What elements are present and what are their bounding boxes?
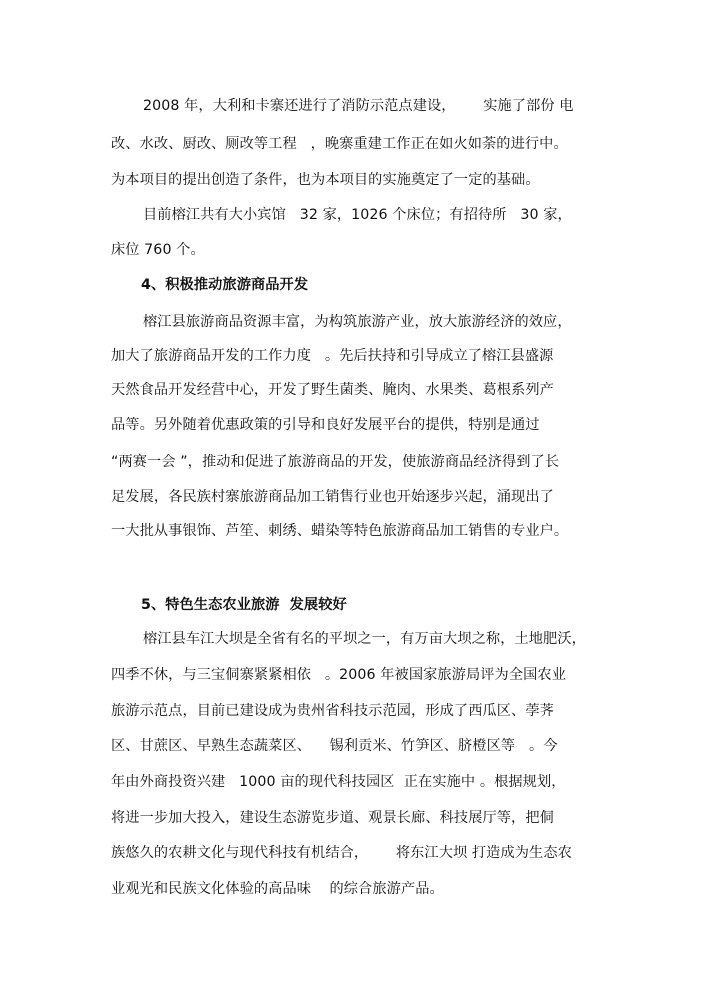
paragraph-line: 榕江县旅游商品资源丰富，为构筑旅游产业，放大旅游经济的效应，	[143, 314, 572, 330]
paragraph-line: 加大了旅游商品开发的工作力度 。先后扶持和引导成立了榕江县盛源	[111, 348, 554, 364]
paragraph-line: 旅游示范点，目前已建设成为贵州省科技示范园，形成了西瓜区、荸荠	[111, 703, 554, 719]
section-heading: 5、特色生态农业旅游 发展较好	[141, 597, 347, 613]
paragraph-line: 改、水改、厨改、厕改等工程 ，晚寨重建工作正在如火如荼的进行中。	[111, 136, 568, 152]
paragraph-line: 将进一步加大投入，建设生态游览步道、观景长廊、科技展厅等，把侗	[111, 810, 554, 826]
paragraph-line: 区、甘蔗区、早熟生态蔬菜区、 锡利贡米、竹笋区、脐橙区等 。今	[111, 738, 558, 754]
paragraph-line: 一大批从事银饰、芦笙、刺绣、蜡染等特色旅游商品加工销售的专业户。	[111, 523, 569, 539]
paragraph-line: 天然食品开发经营中心，开发了野生菌类、腌肉、水果类、葛根系列产	[111, 382, 554, 398]
paragraph-line: 四季不休，与三宝侗寨紧紧相依 。2006 年被国家旅游局评为全国农业	[111, 667, 566, 683]
paragraph-line: 族悠久的农耕文化与现代科技有机结合， 将东江大坝 打造成为生态农	[111, 845, 572, 861]
paragraph-line: 榕江县车江大坝是全省有名的平坝之一，有万亩大坝之称，土地肥沃，	[143, 631, 586, 647]
paragraph-line: 为本项目的提出创造了条件，也为本项目的实施奠定了一定的基础。	[111, 172, 540, 188]
paragraph-line: “两赛一会 ”，推动和促进了旅游商品的开发，使旅游商品经济得到了长	[111, 454, 560, 470]
paragraph-line: 品等。另外随着优惠政策的引导和良好发展平台的提供，特别是通过	[111, 417, 540, 433]
paragraph-line: 目前榕江共有大小宾馆 32 家，1026 个床位；有招待所 30 家，	[143, 207, 572, 223]
paragraph-line: 业观光和民族文化体验的高品味 的综合旅游产品。	[111, 881, 444, 897]
paragraph-line: 2008 年，大利和卡寨还进行了消防示范点建设， 实施了部份 电	[143, 98, 574, 114]
paragraph-line: 床位 760 个。	[111, 242, 205, 258]
section-heading: 4、积极推动旅游商品开发	[141, 277, 309, 293]
paragraph-line: 足发展，各民族村寨旅游商品加工销售行业也开始逐步兴起，涌现出了	[111, 489, 554, 505]
paragraph-line: 年由外商投资兴建 1000 亩的现代科技园区 正在实施中 。根据规划，	[111, 774, 566, 790]
